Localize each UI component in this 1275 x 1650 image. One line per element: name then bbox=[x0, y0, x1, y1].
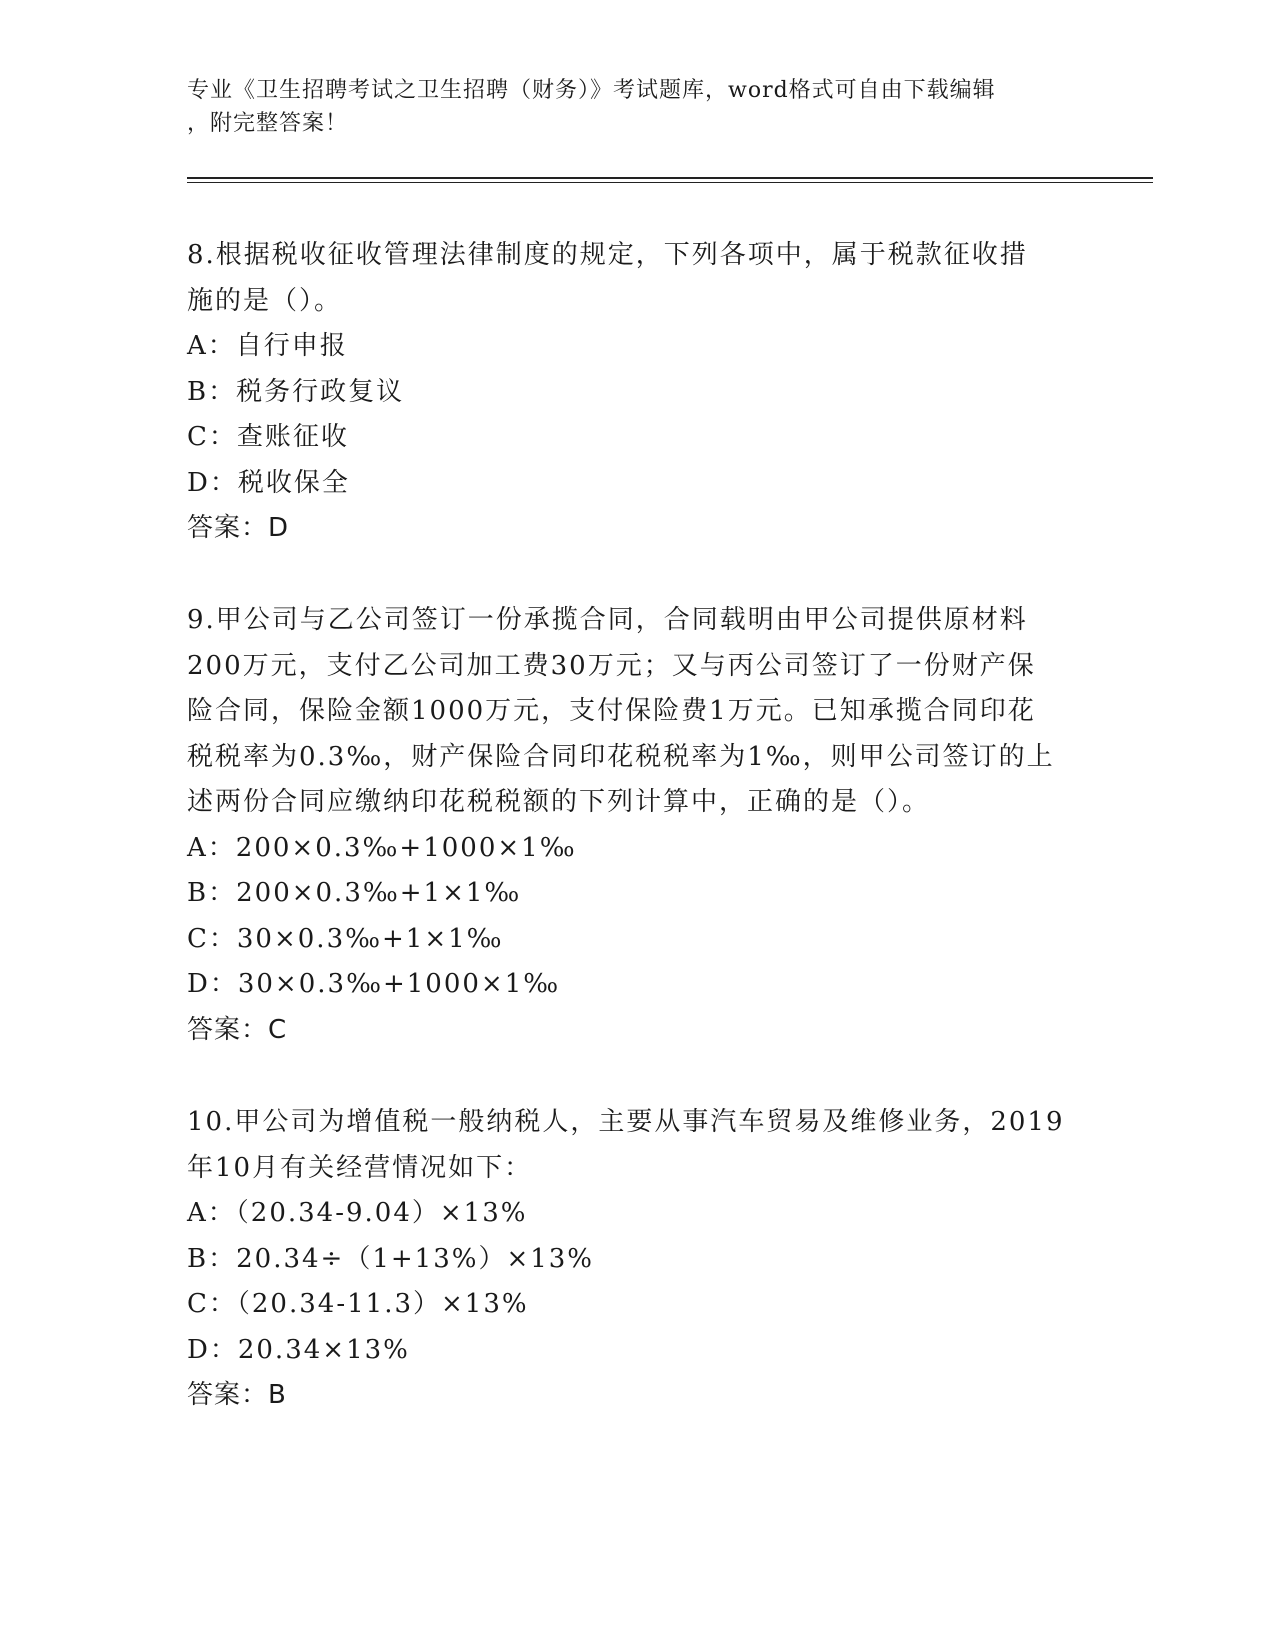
option-a: A：（20.34-9.04）×13% bbox=[187, 1198, 528, 1228]
option-d: D：20.34×13% bbox=[187, 1334, 410, 1365]
answer: 答案：C bbox=[187, 1014, 288, 1045]
stem-line: 述两份合同应缴纳印花税税额的下列计算中，正确的是（）。 bbox=[187, 787, 931, 817]
option-b: B：税务行政复议 bbox=[187, 376, 405, 407]
option-d: D：税收保全 bbox=[187, 467, 350, 498]
stem-line: 施的是（）。 bbox=[187, 285, 343, 316]
answer: 答案：D bbox=[187, 513, 290, 543]
document-header bbox=[187, 74, 1067, 140]
stem-line: 10.甲公司为增值税一般纳税人，主要从事汽车贸易及维修业务，2019 bbox=[187, 1107, 1065, 1137]
question-8 bbox=[187, 233, 1077, 552]
option-d: D：30×0.3‰+1000×1‰ bbox=[187, 969, 561, 999]
header-divider-thick bbox=[187, 177, 1153, 179]
option-b: B：200×0.3‰+1×1‰ bbox=[187, 878, 522, 908]
stem-line: 8.根据税收征收管理法律制度的规定，下列各项中，属于税款征收措 bbox=[187, 240, 1028, 270]
question-10 bbox=[187, 1100, 1077, 1419]
option-b: B：20.34÷（1+13%）×13% bbox=[187, 1243, 595, 1274]
stem-line: 9.甲公司与乙公司签订一份承揽合同，合同载明由甲公司提供原材料 bbox=[187, 605, 1028, 635]
stem-line: 税税率为0.3‰，财产保险合同印花税税率为1‰，则甲公司签订的上 bbox=[187, 741, 1055, 772]
question-9 bbox=[187, 598, 1077, 1053]
option-c: C：（20.34-11.3）×13% bbox=[187, 1289, 529, 1319]
header-line-1: 专业《卫生招聘考试之卫生招聘（财务）》考试题库，word格式可自由下载编辑 bbox=[187, 78, 996, 103]
stem-line: 200万元，支付乙公司加工费30万元；又与丙公司签订了一份财产保 bbox=[187, 650, 1036, 681]
header-divider-thin bbox=[187, 182, 1153, 183]
option-c: C：查账征收 bbox=[187, 422, 349, 452]
question-stem bbox=[187, 598, 1077, 826]
option-a: A：自行申报 bbox=[187, 331, 348, 361]
header-line-2: ，附完整答案！ bbox=[187, 111, 349, 136]
question-stem bbox=[187, 233, 1077, 324]
stem-line: 年10月有关经营情况如下： bbox=[187, 1152, 533, 1183]
stem-line: 险合同，保险金额1000万元，支付保险费1万元。已知承揽合同印花 bbox=[187, 696, 1036, 726]
question-stem bbox=[187, 1100, 1077, 1191]
option-c: C：30×0.3‰+1×1‰ bbox=[187, 923, 504, 954]
answer: 答案：B bbox=[187, 1380, 287, 1410]
option-a: A：200×0.3‰+1000×1‰ bbox=[187, 832, 577, 863]
